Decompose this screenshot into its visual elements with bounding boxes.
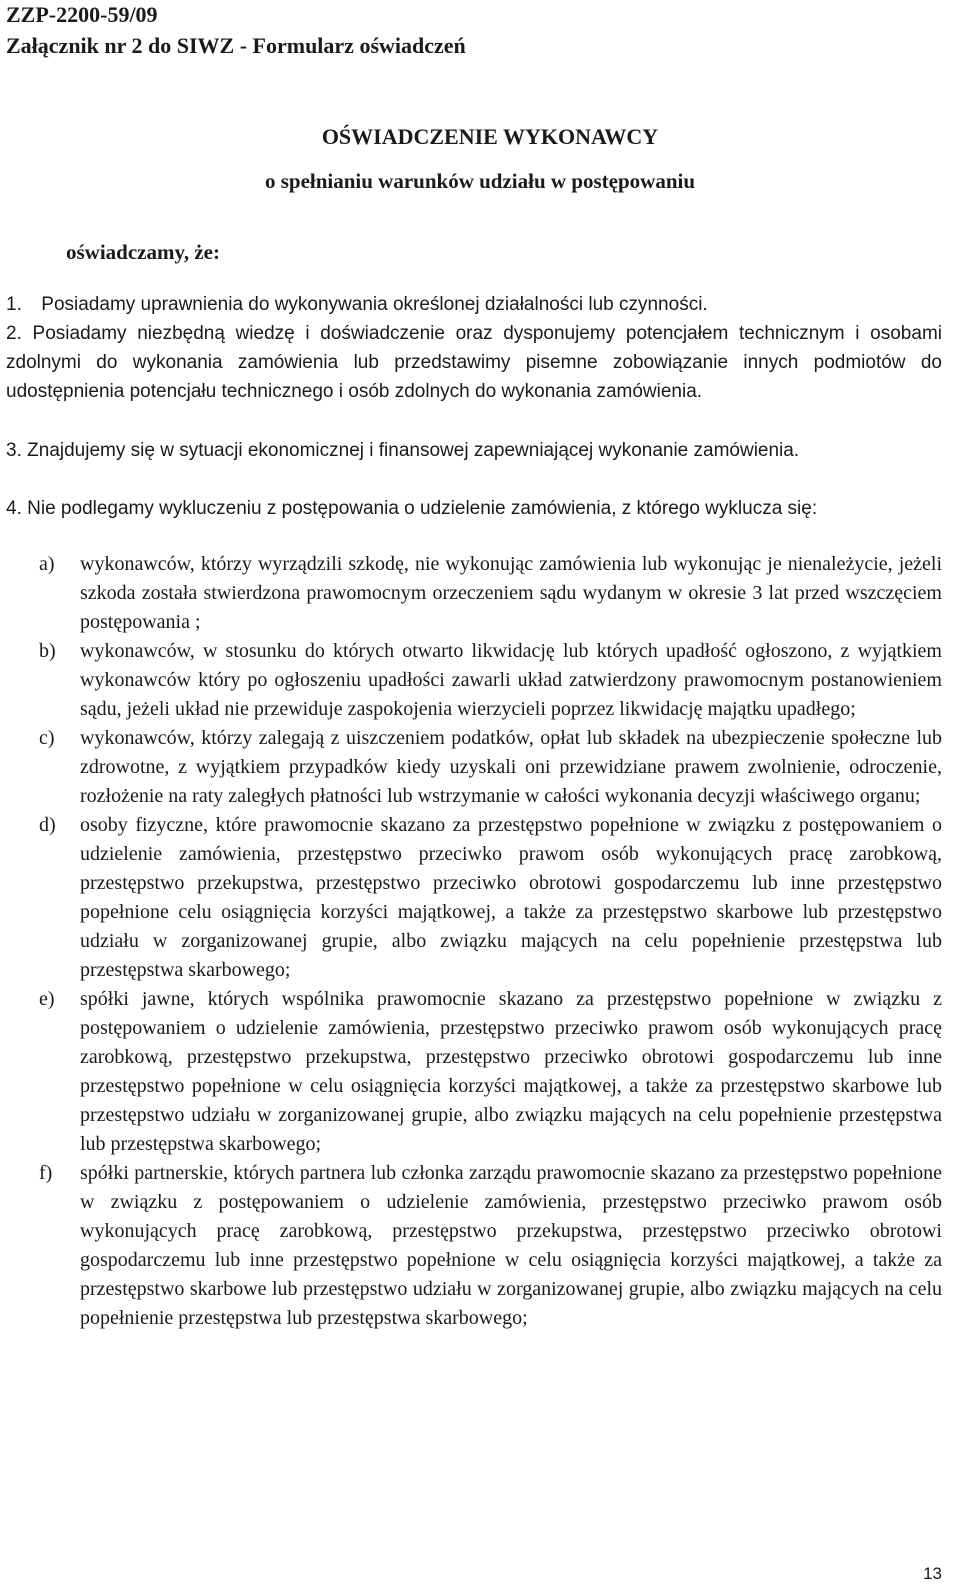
document-code: ZZP-2200-59/09 <box>6 2 158 27</box>
point-text: Posiadamy uprawnienia do wykonywania określonej działalności lub czynności. <box>41 294 708 315</box>
list-item <box>6 1159 942 1333</box>
page-number: 13 <box>923 1564 942 1583</box>
list-item <box>6 724 942 811</box>
attachment-heading: Załącznik nr 2 do SIWZ - Formularz oświadczeń <box>6 33 466 58</box>
list-item-marker: e) <box>39 988 55 1010</box>
point-number: 4. <box>6 498 22 519</box>
point-number: 1. <box>6 294 22 315</box>
point-number: 3. <box>6 440 22 461</box>
list-item-marker: a) <box>39 553 55 575</box>
list-item <box>6 985 942 1159</box>
declaration-lead: oświadczamy, że: <box>66 240 220 264</box>
list-item-marker: d) <box>39 814 56 836</box>
list-item-text: wykonawców, którzy zalegają z uiszczeniem podatków, opłat lub składek na ubezpieczenie społeczne lub zdrowotne, z wyjątkiem przypadków kiedy uzyskali oni przewidziane prawem zwolnienie, odroczenie, rozłożenie na raty zaległych płatności lub wstrzymanie w całości wykonania decyzji właściwego organu; <box>80 727 942 807</box>
point-2 <box>6 319 942 406</box>
list-item-marker: c) <box>39 727 55 749</box>
page-title: OŚWIADCZENIE WYKONAWCY <box>321 124 659 149</box>
list-item-marker: b) <box>39 640 56 662</box>
list-item-marker: f) <box>39 1162 53 1184</box>
point-3 <box>6 436 942 465</box>
point-text: Znajdujemy się w sytuacji ekonomicznej i finansowej zapewniającej wykonanie zamówienia. <box>27 440 800 461</box>
list-item <box>6 811 942 985</box>
exclusion-list <box>6 550 942 1333</box>
point-text: Posiadamy niezbędną wiedzę i doświadczenie oraz dysponujemy potencjałem technicznym i osobami zdolnymi do wykonania zamówienia lub przedstawimy pisemne zobowiązanie innych podmiotów do udostępnienia potencjału technicznego i osób zdolnych do wykonania zamówienia. <box>6 323 942 402</box>
list-item-text: wykonawców, którzy wyrządzili szkodę, nie wykonując zamówienia lub wykonując je nienależycie, jeżeli szkoda została stwierdzona prawomocnym orzeczeniem sądu wydanym w okresie 3 lat przed wszczęciem postępowania ; <box>80 553 942 633</box>
list-item <box>6 637 942 724</box>
point-1 <box>6 290 942 319</box>
list-item-text: spółki jawne, których wspólnika prawomocnie skazano za przestępstwo popełnione w związku z postępowaniem o udzielenie zamówienia, przestępstwo przeciwko prawom osób wykonujących pracę zarobkową, przestępstwo przekupstwa, przestępstwo przeciwko obrotowi gospodarczemu lub inne przestępstwo popełnione w celu osiągnięcia korzyści majątkowej, a także za przestępstwo skarbowe lub przestępstwo udziału w zorganizowanej grupie, albo związku mających na celu popełnienie przestępstwa lub przestępstwa skarbowego; <box>80 988 942 1155</box>
list-item-text: wykonawców, w stosunku do których otwarto likwidację lub których upadłość ogłoszono, z wyjątkiem wykonawców który po ogłoszeniu upadłości zawarli układ zatwierdzony prawomocnym postanowieniem sądu, jeżeli układ nie przewiduje zaspokojenia wierzycieli poprzez likwidację majątku upadłego; <box>80 640 942 720</box>
point-text: Nie podlegamy wykluczeniu z postępowania o udzielenie zamówienia, z którego wyklucza się: <box>27 498 818 519</box>
list-item-text: osoby fizyczne, które prawomocnie skazano za przestępstwo popełnione w związku z postępowaniem o udzielenie zamówienia, przestępstwo przeciwko prawom osób wykonujących pracę zarobkową, przestępstwo przekupstwa, przestępstwo przeciwko obrotowi gospodarczemu lub inne przestępstwo popełnione celu osiągnięcia korzyści majątkowej, a także za przestępstwo skarbowe lub przestępstwo udziału w zorganizowanej grupie, albo związku mających na celu popełnienie przestępstwa lub przestępstwa skarbowego; <box>80 814 942 981</box>
page-subtitle: o spełnianiu warunków udziału w postępowaniu <box>264 169 696 193</box>
point-number: 2. <box>6 323 22 344</box>
list-item <box>6 550 942 637</box>
list-item-text: spółki partnerskie, których partnera lub członka zarządu prawomocnie skazano za przestępstwo popełnione w związku z postępowaniem o udzielenie zamówienia, przestępstwo przeciwko prawom osób wykonujących pracę zarobkową, przestępstwo przekupstwa, przestępstwo przeciwko obrotowi gospodarczemu lub inne przestępstwo popełnione w celu osiągnięcia korzyści majątkowej, a także za przestępstwo skarbowe lub przestępstwo udziału w zorganizowanej grupie, albo związku mających na celu popełnienie przestępstwa lub przestępstwa skarbowego; <box>80 1162 942 1329</box>
point-4 <box>6 494 942 523</box>
